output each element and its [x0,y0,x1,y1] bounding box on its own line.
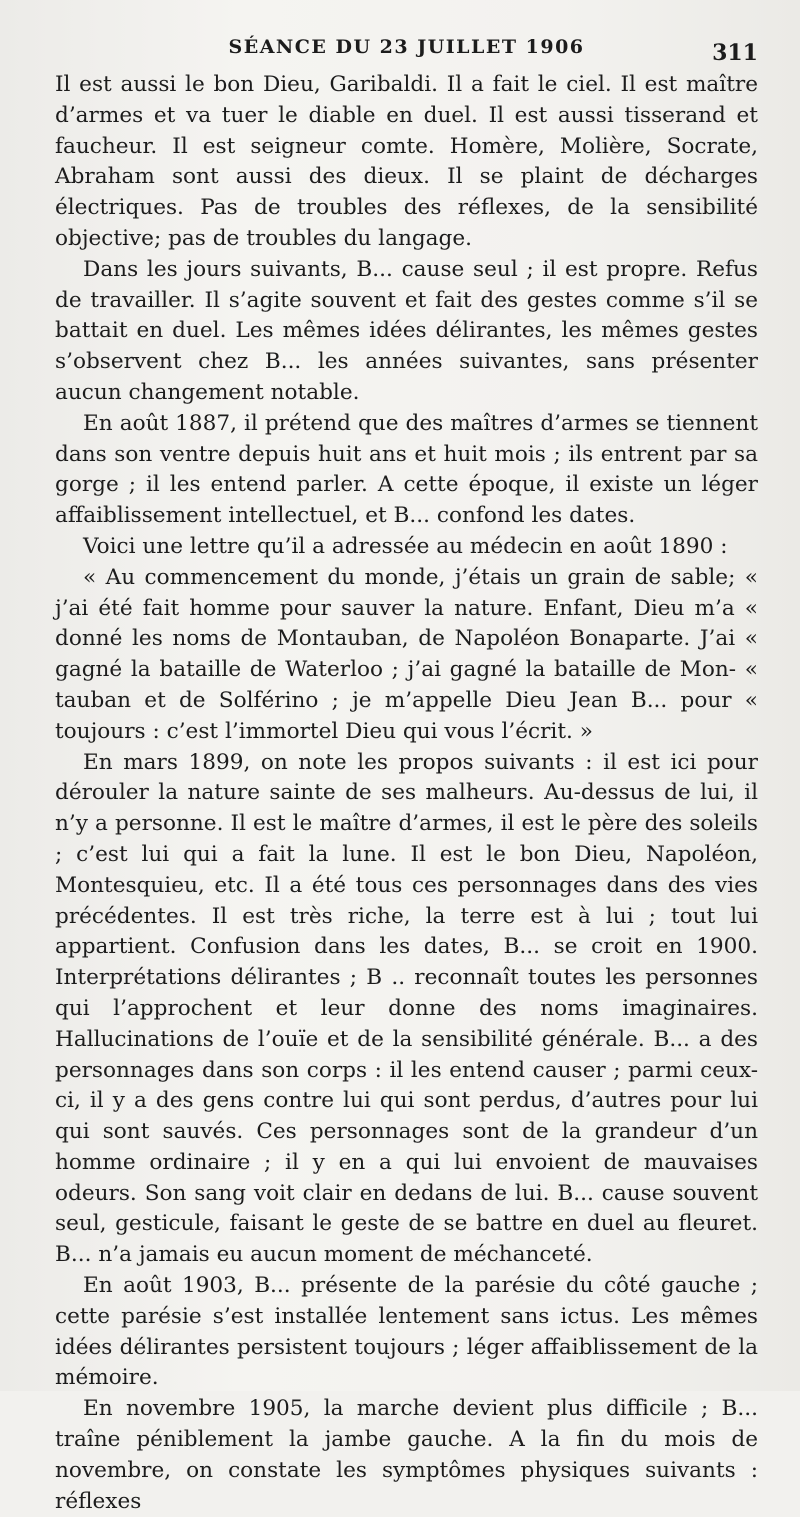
paragraph: Voici une lettre qu’il a adressée au médecin en août 1890 : [83,533,728,559]
paragraph: En mars 1899, on note les propos suivants : il est ici pour dérouler la nature sainte de ses malheurs. Au-dessus de lui, il n’y a personne. Il est le maître d’armes, il est le père des soleils ; c’est lui qui a fait la lune. Il est le bon Dieu, Napoléon, Montesquieu, etc. Il a été tous ces personnages dans des vies précédentes. Il est très riche, la terre est à lui ; tout lui appartient. Confusion dans les dates, B... se croit en 1900. Interprétations délirantes ; B .. reconnaît toutes les personnes qui l’approchent et leur donne des noms imaginaires. Hallucinations de l’ouïe et de la sensibilité générale. B... a des personnages dans son corps : il les entend causer ; parmi ceux-ci, il y a des gens contre lui qui sont perdus, d’autres pour lui qui sont sauvés. Ces personnages sont de la grandeur d’un homme ordinaire ; il y en a qui lui envoient de mauvaises odeurs. Son sang voit clair en dedans de lui. B... cause souvent seul, gesticule, faisant le geste de se battre en duel au fleuret. B... n’a jamais eu aucun moment de méchanceté. [55,749,758,1268]
page-header [55,30,758,70]
body-text [55,70,758,1517]
paragraph: En août 1887, il prétend que des maîtres d’armes se tiennent dans son ventre depuis huit ans et huit mois ; ils entrent par sa gorge ; il les entend parler. A cette époque, il existe un léger affaiblissement intellectuel, et B... confond les dates. [55,410,758,529]
running-title: SÉANCE DU 23 JUILLET 1906 [228,36,585,58]
page-number: 311 [712,40,758,66]
paragraph: Dans les jours suivants, B... cause seul ; il est propre. Refus de travailler. Il s’agite souvent et fait des gestes comme s’il se battait en duel. Les mêmes idées délirantes, les mêmes gestes s’observent chez B... les années suivantes, sans présenter aucun changement notable. [55,256,758,405]
paragraph: Il est aussi le bon Dieu, Garibaldi. Il a fait le ciel. Il est maître d’armes et va tuer le diable en duel. Il est aussi tisserand et faucheur. Il est seigneur comte. Homère, Molière, Socrate, Abraham sont aussi des dieux. Il se plaint de décharges électriques. Pas de troubles des réflexes, de la sensibilité objective; pas de troubles du langage. [55,72,758,251]
paragraph: En novembre 1905, la marche devient plus difficile ; B... traîne péniblement la jambe gauche. A la fin du mois de novembre, on constate les symptômes physiques suivants : réflexes [55,1396,758,1514]
paragraph: En août 1903, B... présente de la parésie du côté gauche ; cette parésie s’est installée lentement sans ictus. Les mêmes idées délirantes persistent toujours ; léger affaiblissement de la mémoire. [55,1273,758,1391]
quoted-letter: « Au commencement du monde, j’étais un grain de sable; « j’ai été fait homme pour sauver la nature. Enfant, Dieu m’a « donné les noms de Montauban, de Napoléon Bonaparte. J’ai « gagné la bataille de Waterloo ; j’ai gagné la bataille de Mon- « tauban et de Solférino ; je m’appelle Dieu Jean B... pour « toujours : c’est l’immortel Dieu qui vous l’écrit. » [55,564,758,744]
